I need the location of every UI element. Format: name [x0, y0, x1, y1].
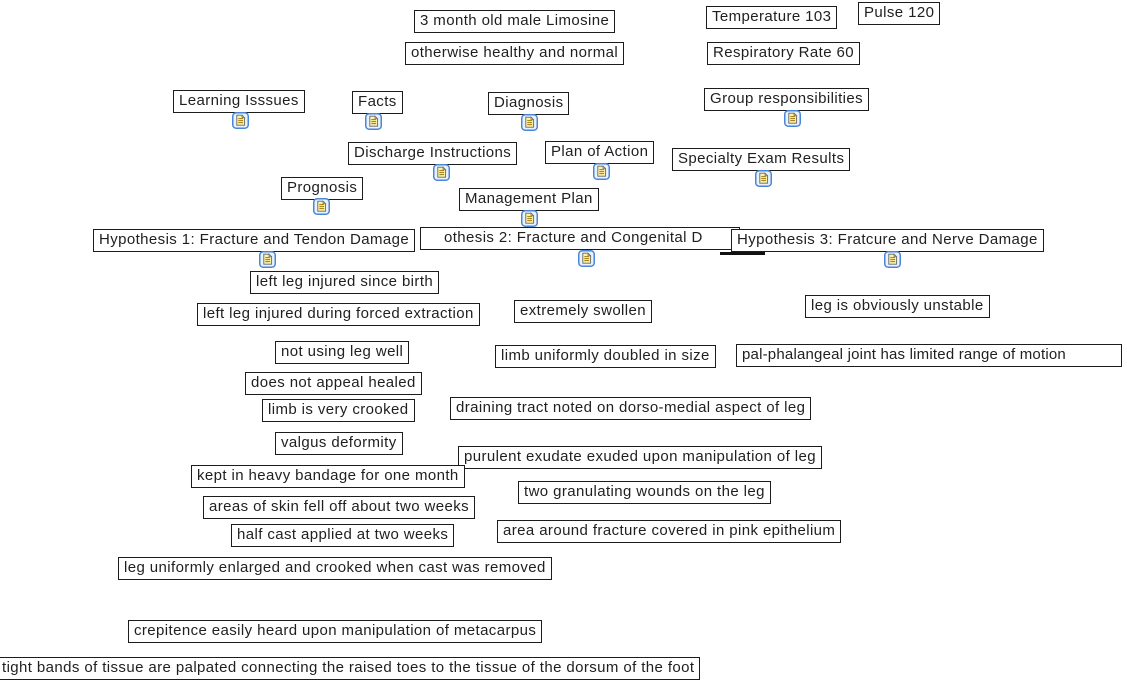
- node-pink-epithelium[interactable]: [497, 520, 841, 543]
- node-specialty-exam-results[interactable]: [672, 148, 850, 171]
- node-half-cast[interactable]: [231, 524, 454, 547]
- node-purulent-exudate[interactable]: [458, 446, 822, 469]
- node-limb-doubled[interactable]: [495, 345, 716, 368]
- node-heavy-bandage[interactable]: [191, 465, 465, 488]
- concept-label: not using leg well: [281, 343, 404, 360]
- node-plan-of-action[interactable]: [545, 141, 654, 164]
- discharge-instructions-document-icon[interactable]: [433, 164, 450, 181]
- node-respiratory-rate-60[interactable]: [707, 42, 860, 65]
- concept-label: left leg injured since birth: [256, 273, 434, 290]
- learning-isssues-document-icon[interactable]: [232, 112, 249, 129]
- concept-label: Group responsibilities: [710, 90, 864, 107]
- concept-label: left leg injured during forced extraction: [203, 305, 474, 322]
- concept-label: valgus deformity: [281, 434, 397, 451]
- concept-label: limb uniformly doubled in size: [501, 347, 710, 364]
- node-temperature-103[interactable]: [706, 6, 837, 29]
- node-otherwise-healthy[interactable]: [405, 42, 624, 65]
- node-not-healed[interactable]: [245, 372, 422, 395]
- concept-label: Discharge Instructions: [354, 144, 512, 161]
- node-hypothesis-1[interactable]: [93, 229, 415, 252]
- concept-label: area around fracture covered in pink epithelium: [503, 522, 836, 539]
- concept-label: tight bands of tissue are palpated connecting the raised toes to the tissue of the dorsum of the foot: [2, 659, 695, 676]
- plan-of-action-document-icon[interactable]: [593, 163, 610, 180]
- node-phalangeal-joint[interactable]: [736, 344, 1122, 367]
- concept-label: half cast applied at two weeks: [237, 526, 449, 543]
- specialty-exam-results-document-icon[interactable]: [755, 170, 772, 187]
- node-skin-fell-off[interactable]: [203, 496, 475, 519]
- concept-label: Respiratory Rate 60: [713, 44, 854, 61]
- concept-label: purulent exudate exuded upon manipulation of leg: [464, 448, 816, 465]
- node-group-responsibilities[interactable]: [704, 88, 869, 111]
- concept-label: Pulse 120: [864, 4, 935, 21]
- prognosis-document-icon[interactable]: [313, 198, 330, 215]
- hypothesis-1-document-icon[interactable]: [259, 251, 276, 268]
- concept-label: Management Plan: [465, 190, 593, 207]
- concept-label: leg uniformly enlarged and crooked when cast was removed: [124, 559, 546, 576]
- concept-label: Facts: [358, 93, 397, 110]
- node-injured-since-birth[interactable]: [250, 271, 439, 294]
- node-discharge-instructions[interactable]: [348, 142, 517, 165]
- concept-label: draining tract noted on dorso-medial aspect of leg: [456, 399, 806, 416]
- concept-label: pal-phalangeal joint has limited range of motion: [742, 346, 1066, 363]
- node-3-month-old-male-limosine[interactable]: [414, 10, 615, 33]
- concept-label: Diagnosis: [494, 94, 564, 111]
- concept-label: areas of skin fell off about two weeks: [209, 498, 470, 515]
- node-very-crooked[interactable]: [262, 399, 415, 422]
- concept-label: limb is very crooked: [268, 401, 409, 418]
- node-tight-bands[interactable]: [0, 657, 700, 680]
- concept-label: Prognosis: [287, 179, 358, 196]
- concept-label: kept in heavy bandage for one month: [197, 467, 459, 484]
- management-plan-document-icon[interactable]: [521, 210, 538, 227]
- concept-label: Learning Isssues: [179, 92, 299, 109]
- concept-label: Hypothesis 1: Fracture and Tendon Damage: [99, 231, 410, 248]
- concept-label: 3 month old male Limosine: [420, 12, 610, 29]
- concept-label: otherwise healthy and normal: [411, 44, 619, 61]
- node-obviously-unstable[interactable]: [805, 295, 990, 318]
- node-extremely-swollen[interactable]: [514, 300, 652, 323]
- node-hypothesis-3[interactable]: [731, 229, 1044, 252]
- node-prognosis[interactable]: [281, 177, 363, 200]
- node-leg-enlarged[interactable]: [118, 557, 552, 580]
- node-granulating-wounds[interactable]: [518, 481, 771, 504]
- stray-line-segment: [720, 252, 765, 255]
- diagnosis-document-icon[interactable]: [521, 114, 538, 131]
- node-hypothesis-2[interactable]: [420, 227, 740, 250]
- node-crepitence[interactable]: [128, 620, 542, 643]
- group-responsibilities-document-icon[interactable]: [784, 110, 801, 127]
- node-draining-tract[interactable]: [450, 397, 811, 420]
- concept-label: two granulating wounds on the leg: [524, 483, 765, 500]
- concept-label: othesis 2: Fracture and Congenital D: [444, 229, 703, 246]
- concept-label: Hypothesis 3: Fratcure and Nerve Damage: [737, 231, 1038, 248]
- node-not-using-leg[interactable]: [275, 341, 409, 364]
- facts-document-icon[interactable]: [365, 113, 382, 130]
- node-diagnosis[interactable]: [488, 92, 569, 115]
- concept-label: Plan of Action: [551, 143, 649, 160]
- concept-label: crepitence easily heard upon manipulation of metacarpus: [134, 622, 537, 639]
- concept-label: leg is obviously unstable: [811, 297, 984, 314]
- hypothesis-3-document-icon[interactable]: [884, 251, 901, 268]
- concept-label: extremely swollen: [520, 302, 647, 319]
- node-valgus-deformity[interactable]: [275, 432, 403, 455]
- concept-label: Temperature 103: [712, 8, 832, 25]
- node-learning-isssues[interactable]: [173, 90, 305, 113]
- node-forced-extraction[interactable]: [197, 303, 480, 326]
- node-facts[interactable]: [352, 91, 403, 114]
- hypothesis-2-document-icon[interactable]: [578, 250, 595, 267]
- node-management-plan[interactable]: [459, 188, 599, 211]
- node-pulse-120[interactable]: [858, 2, 940, 25]
- concept-label: Specialty Exam Results: [678, 150, 845, 167]
- concept-label: does not appeal healed: [251, 374, 416, 391]
